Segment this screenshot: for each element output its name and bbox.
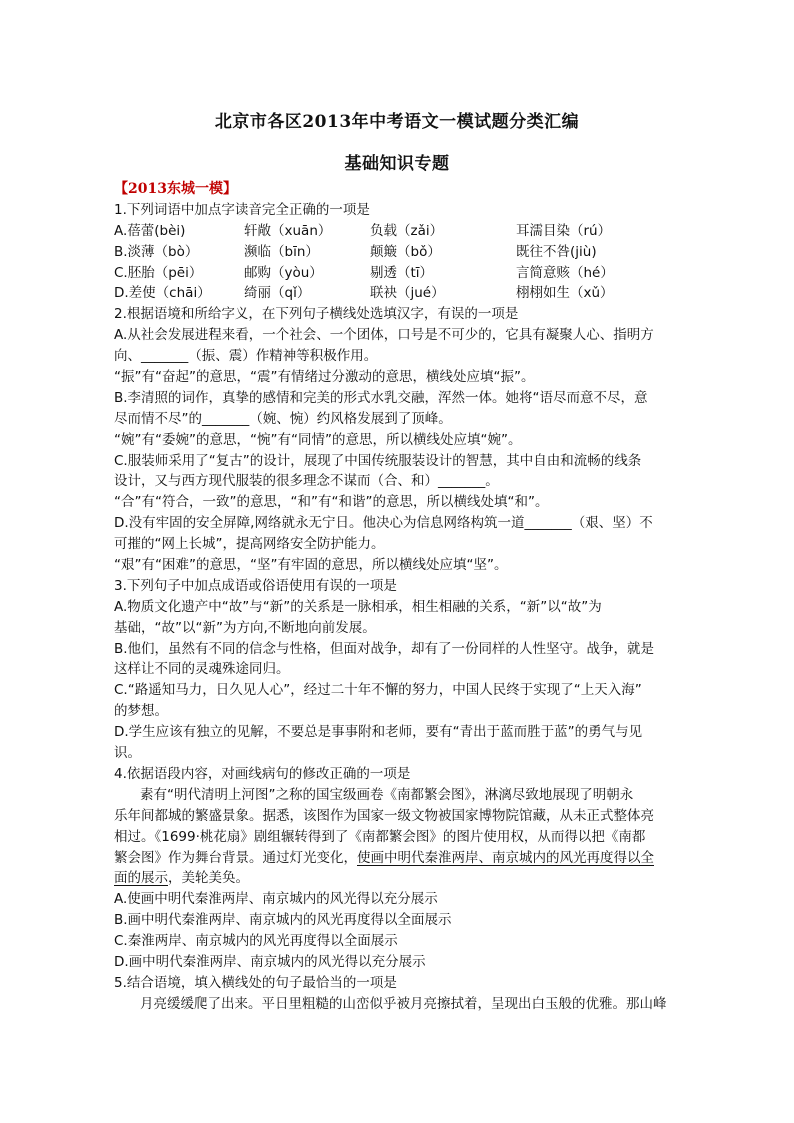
text-line: A.从社会发展进程来看，一个社会、一个团体，口号是不可少的，它具有凝聚人心、指明方 [114,327,654,344]
option-cell: B.淡薄（bò） [114,243,199,260]
text-line: “振”有“奋起”的意思，“震”有情绪过分激动的意思，横线处应填“振”。 [114,369,535,386]
question-4-option-c: C.秦淮两岸、南京城内的风光再度得以全面展示 [114,933,398,950]
question-1-stem: 1.下列词语中加点字读音完全正确的一项是 [114,201,370,218]
question-1-option-d [114,283,684,304]
option-cell: C.胚胎（pēi） [114,264,203,281]
question-4-stem: 4.依据语段内容，对画线病句的修改正确的一项是 [114,765,411,782]
option-cell: 颠簸（bǒ） [370,243,441,260]
option-cell: 既往不咎(jiù) [516,243,597,260]
passage-text: ，美轮美奂。 [168,870,249,887]
page-title: 北京市各区2013年中考语文一模试题分类汇编 [214,112,580,132]
text-line: D.没有牢固的安全屏障,网络就永无宁日。他决心为信息网络构筑一道_______（艰、坚）不 [114,515,653,532]
text-line: 设计，又与西方现代服装的很多理念不谋而（合、和）_______。 [114,473,499,490]
option-cell: A.蓓蕾(bèi) [114,222,186,239]
option-cell: 栩栩如生（xǔ） [516,285,614,302]
page-subtitle: 基础知识专题 [344,154,450,174]
text-line: “婉”有“委婉”的意思，“惋”有“同情”的意思，所以横线处应填“婉”。 [114,431,522,448]
text-line: 识。 [114,745,141,762]
option-cell: 联袂（jué） [370,285,445,302]
text-line: 这样让不同的灵魂殊途同归。 [114,661,290,678]
text-line: 可摧的“网上长城”，提高网络安全防护能力。 [114,536,385,553]
option-cell: 轩敞（xuān） [244,222,332,239]
text-line: “合”有“符合，一致”的意思，“和”有“和谐”的意思，所以横线处填“和”。 [114,494,549,511]
option-cell: 剔透（tī） [370,264,434,281]
text-line: A.物质文化遗产中“故”与“新”的关系是一脉相承，相生相融的关系，“新”以“故”为 [114,598,602,615]
option-cell: 绮丽（qǐ） [244,285,311,302]
text-line: “艰”有“困难”的意思，“坚”有牢固的意思，所以横线处应填“坚”。 [114,557,508,574]
text-line: 的梦想。 [114,703,168,720]
question-3-stem: 3.下列句子中加点成语或俗语使用有误的一项是 [114,577,397,594]
passage-text: 繁会图》作为舞台背景。通过灯光变化， [114,849,357,866]
option-cell: D.差使（chāi） [114,285,211,302]
text-line: 基础，“故”以“新”为方向,不断地向前发展。 [114,619,376,636]
passage-line: 素有“明代清明上河图”之称的国宝级画卷《南都繁会图》，淋漓尽致地展现了明朝永 [140,786,634,803]
option-cell: 耳濡目染（rú） [516,222,612,239]
underlined-sentence: 面的展示 [114,870,168,887]
passage-line: 相过。《1699·桃花扇》剧组辗转得到了《南都繁会图》的图片使用权，从而得以把《南都 [114,828,646,845]
text-line: C.“路遥知马力，日久见人心”，经过二十年不懈的努力，中国人民终于实现了“上天入海” [114,682,642,699]
question-1-option-a [114,221,684,242]
underlined-sentence: 使画中明代秦淮两岸、南京城内的风光再度得以全 [357,849,654,866]
passage-line [114,848,684,869]
passage-line: 月亮缓缓爬了出来。平日里粗糙的山峦似乎被月亮擦拭着，呈现出白玉般的优雅。那山峰 [140,995,667,1012]
question-4-option-b: B.画中明代秦淮两岸、南京城内的风光再度得以全面展示 [114,912,452,929]
text-line: D.学生应该有独立的见解，不要总是事事附和老师，要有“青出于蓝而胜于蓝”的勇气与见 [114,724,643,741]
option-cell: 负载（zǎi） [370,222,444,239]
question-4-option-d: D.画中明代秦淮两岸、南京城内的风光得以充分展示 [114,953,426,970]
passage-line: 乐年间都城的繁盛景象。据悉，该图作为国家一级文物被国家博物院馆藏，从未正式整体亮 [114,807,654,824]
question-4-option-a: A.使画中明代秦淮两岸、南京城内的风光得以充分展示 [114,891,438,908]
question-1-option-c [114,263,684,284]
text-line: C.服装师采用了“复古”的设计，展现了中国传统服装设计的智慧，其中自由和流畅的线条 [114,452,642,469]
question-5-stem: 5.结合语境，填入横线处的句子最恰当的一项是 [114,974,397,991]
text-line: B.李清照的词作，真挚的感情和完美的形式水乳交融，浑然一体。她将“语尽而意不尽，意 [114,389,648,406]
text-line: B.他们，虽然有不同的信念与性格，但面对战争，却有了一份同样的人性坚守。战争，就是 [114,640,655,657]
text-line: 尽而情不尽”的_______（婉、惋）约风格发展到了顶峰。 [114,410,452,427]
question-2-stem: 2.根据语境和所给字义，在下列句子横线处选填汉字，有误的一项是 [114,306,519,323]
section-tag: 【2013东城一模】 [114,181,237,197]
passage-line [114,868,684,889]
option-cell: 言简意赅（hé） [516,264,614,281]
option-cell: 邮购（yòu） [244,264,323,281]
option-cell: 濒临（bīn） [244,243,319,260]
question-1-option-b [114,242,684,263]
document-body [114,179,684,1015]
text-line: 向、_______（振、震）作精神等积极作用。 [114,348,378,365]
